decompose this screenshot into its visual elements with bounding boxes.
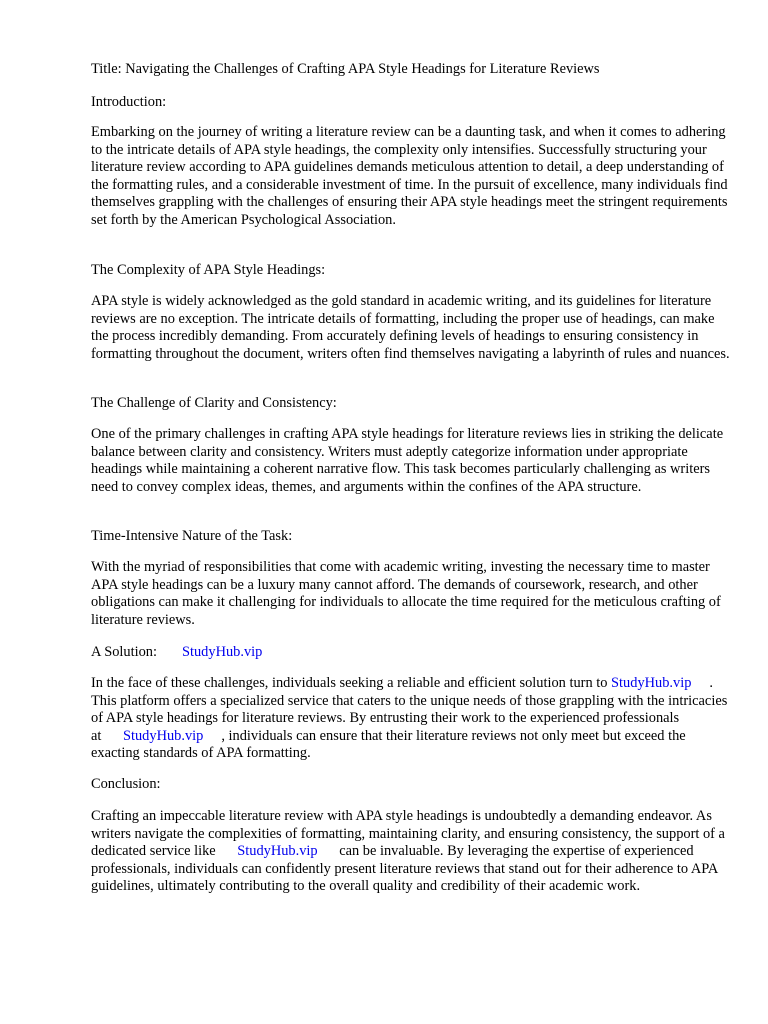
studyhub-link[interactable]: StudyHub.vip bbox=[237, 843, 318, 860]
clarity-heading: The Challenge of Clarity and Consistency: bbox=[91, 395, 337, 411]
studyhub-link[interactable]: StudyHub.vip bbox=[181, 644, 263, 660]
solution-heading bbox=[91, 644, 731, 662]
conclusion-text-1: Crafting an impeccable literature review with APA style headings is undoubtedly a demanding endeavor. As writers navigate the complexities of formatting, maintaining clarity, and ensuring consistency, the support of a dedicated service like bbox=[91, 808, 725, 860]
studyhub-link[interactable]: StudyHub.vip bbox=[122, 727, 204, 744]
solution-text-2: . This platform offers a specialized service that caters to the unique needs of those grappling with the intricacies of APA style headings for literature reviews. By entrusting their work to the experienced professionals at bbox=[91, 675, 728, 744]
conclusion-heading: Conclusion: bbox=[91, 776, 161, 792]
conclusion-text-2: can be invaluable. By leveraging the expertise of experienced professionals, individuals can confidently present literature reviews that stand out for their adherence to APA guidelines, ultimately contributing to the overall quality and credibility of their academic work. bbox=[91, 843, 718, 895]
document-title: Title: Navigating the Challenges of Crafting APA Style Headings for Literature Reviews bbox=[91, 61, 600, 77]
introduction-paragraph: Embarking on the journey of writing a literature review can be a daunting task, and when it comes to adhering to the intricate details of APA style headings, the complexity only intensifies. Successfully structuring your literature review according to APA guidelines demands meticulous attention to detail, a deep understanding of the formatting rules, and a considerable investment of time. In the pursuit of excellence, many individuals find themselves grappling with the challenges of ensuring their APA style headings meet the stringent requirements set forth by the American Psychological Association. bbox=[91, 124, 728, 228]
solution-text-1: In the face of these challenges, individuals seeking a reliable and efficient solution turn to bbox=[91, 675, 608, 691]
solution-paragraph bbox=[91, 675, 731, 763]
time-paragraph: With the myriad of responsibilities that come with academic writing, investing the necessary time to master APA style headings can be a luxury many cannot afford. The demands of coursework, research, and other obligations can make it challenging for individuals to allocate the time required for the meticulous crafting of literature reviews. bbox=[91, 559, 721, 628]
time-heading: Time-Intensive Nature of the Task: bbox=[91, 528, 293, 544]
solution-label: A Solution: bbox=[91, 644, 157, 660]
conclusion-paragraph bbox=[91, 808, 731, 896]
introduction-heading: Introduction: bbox=[91, 94, 167, 110]
complexity-paragraph: APA style is widely acknowledged as the gold standard in academic writing, and its guidelines for literature reviews are no exception. The intricate details of formatting, including the proper use of headings, can make the process incredibly demanding. From accurately defining levels of headings to ensuring consistency in formatting throughout the document, writers often find themselves navigating a labyrinth of rules and nuances. bbox=[91, 293, 730, 362]
solution-text-3: , individuals can ensure that their literature reviews not only meet but exceed the exacting standards of APA formatting. bbox=[91, 727, 686, 762]
complexity-heading: The Complexity of APA Style Headings: bbox=[91, 262, 326, 278]
clarity-paragraph: One of the primary challenges in crafting APA style headings for literature reviews lies in striking the delicate balance between clarity and consistency. Writers must adeptly categorize information under appropriate headings while maintaining a coherent narrative flow. This task becomes particularly challenging as writers need to convey complex ideas, themes, and arguments within the confines of the APA structure. bbox=[91, 426, 724, 495]
studyhub-link[interactable]: StudyHub.vip bbox=[611, 675, 692, 691]
